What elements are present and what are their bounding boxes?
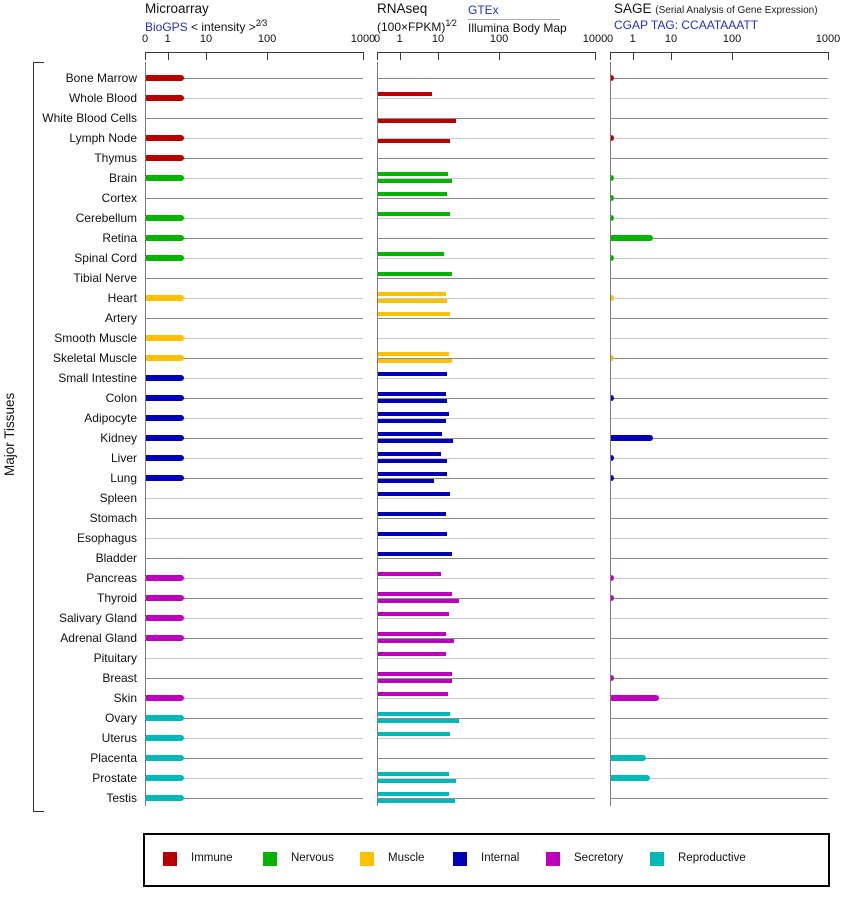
bar-illumina xyxy=(378,299,447,303)
axis-tick-label: 100 xyxy=(722,33,742,45)
axis-tick-label: 0 xyxy=(606,33,614,45)
bar-gtex xyxy=(378,292,446,296)
grid-line xyxy=(611,258,828,259)
panel-microarray xyxy=(141,0,376,806)
grid-line xyxy=(611,218,828,219)
grid-line xyxy=(146,558,363,559)
grid-line xyxy=(611,98,828,99)
bar-sage xyxy=(611,475,614,481)
legend-label: Internal xyxy=(481,852,520,864)
grid-line xyxy=(378,538,595,539)
axis-tick xyxy=(363,52,364,60)
bar-microarray xyxy=(146,335,184,341)
bar-illumina xyxy=(378,679,452,683)
grid-line xyxy=(611,458,828,459)
grid-line xyxy=(611,638,828,639)
grid-line xyxy=(611,738,828,739)
grid-line xyxy=(146,518,363,519)
tissue-label: Bladder xyxy=(95,551,137,565)
axis-tick-label: 10 xyxy=(199,33,213,45)
axis-tick xyxy=(438,52,439,60)
tissue-label: Spleen xyxy=(99,491,137,505)
grid-line xyxy=(611,78,828,79)
bar-microarray xyxy=(146,795,184,801)
bar-microarray xyxy=(146,575,184,581)
bar-microarray xyxy=(146,295,184,301)
bar-sage xyxy=(611,435,653,441)
axis-tick-label: 1 xyxy=(396,33,403,45)
grid-line xyxy=(146,498,363,499)
bar-microarray xyxy=(146,595,184,601)
grid-line xyxy=(146,658,363,659)
grid-line xyxy=(378,758,595,759)
bar-gtex xyxy=(378,612,449,616)
grid-line xyxy=(611,318,828,319)
legend-label: Nervous xyxy=(291,852,334,864)
bar-gtex xyxy=(378,212,450,216)
major-tissues-label: Major Tissues xyxy=(2,392,17,476)
grid-line xyxy=(611,418,828,419)
rnaseq-title: RNAseq xyxy=(377,1,428,16)
bar-microarray xyxy=(146,435,184,441)
tissue-label: Prostate xyxy=(92,771,137,785)
bar-gtex xyxy=(378,92,432,96)
bar-gtex xyxy=(378,792,449,796)
bar-gtex xyxy=(378,652,446,656)
bar-sage xyxy=(611,255,614,261)
tissues-bracket-top-cap xyxy=(33,62,44,63)
axis-tick-label: 1000 xyxy=(350,33,376,45)
bar-microarray xyxy=(146,95,184,101)
microarray-exponent: 2⁄3 xyxy=(255,18,268,28)
grid-line xyxy=(611,718,828,719)
bar-microarray xyxy=(146,695,184,701)
legend-label: Muscle xyxy=(388,852,425,864)
x-axis xyxy=(373,33,608,61)
panel-sage xyxy=(606,0,841,806)
bar-illumina xyxy=(378,599,459,603)
legend-swatch-secretory xyxy=(546,852,560,866)
axis-tick-label: 1 xyxy=(164,33,171,45)
axis-tick-label: 1 xyxy=(629,33,636,45)
bar-gtex xyxy=(378,472,447,476)
grid-line xyxy=(146,538,363,539)
illumina-label: Illumina Body Map xyxy=(468,21,567,35)
grid-line xyxy=(378,578,595,579)
grid-line xyxy=(146,198,363,199)
bar-gtex xyxy=(378,392,446,396)
tissue-label: Spinal Cord xyxy=(74,251,137,265)
tissue-label: Skeletal Muscle xyxy=(52,351,137,365)
panel-rnaseq xyxy=(373,0,608,806)
grid-line xyxy=(611,578,828,579)
bar-illumina xyxy=(378,139,450,143)
bar-gtex xyxy=(378,172,448,176)
bar-sage xyxy=(611,175,614,181)
grid-line xyxy=(378,198,595,199)
axis-tick-label: 10 xyxy=(664,33,678,45)
axis-tick xyxy=(610,52,611,60)
tissue-label: Skin xyxy=(113,691,137,705)
bar-microarray xyxy=(146,615,184,621)
bar-microarray xyxy=(146,735,184,741)
axis-tick-label: 1000 xyxy=(582,33,608,45)
bar-illumina xyxy=(378,119,456,123)
bar-microarray xyxy=(146,475,184,481)
grid-line xyxy=(378,658,595,659)
bar-illumina xyxy=(378,479,434,483)
bar-microarray xyxy=(146,415,184,421)
tissue-label: Smooth Muscle xyxy=(54,331,137,345)
bar-gtex xyxy=(378,532,447,536)
tissue-label: Placenta xyxy=(90,751,137,765)
sage-title: SAGE xyxy=(614,1,652,16)
tissue-label: Adrenal Gland xyxy=(60,631,137,645)
bar-sage xyxy=(611,75,614,81)
bar-gtex xyxy=(378,192,447,196)
grid-line xyxy=(611,598,828,599)
axis-tick xyxy=(671,52,672,60)
tissue-label: Small Intestine xyxy=(58,371,137,385)
tissue-label: Cortex xyxy=(101,191,137,205)
bar-sage xyxy=(611,395,614,401)
grid-line xyxy=(378,318,595,319)
bar-sage xyxy=(611,235,653,241)
axis-tick xyxy=(633,52,634,60)
bar-sage xyxy=(611,295,614,301)
bar-gtex xyxy=(378,352,449,356)
bar-microarray xyxy=(146,455,184,461)
bar-illumina xyxy=(378,639,454,643)
legend-swatch-immune xyxy=(163,852,177,866)
tissue-label: Artery xyxy=(104,311,137,325)
rnaseq-formula: (100×FPKM) xyxy=(377,20,446,34)
grid-line xyxy=(611,298,828,299)
grid-line xyxy=(146,318,363,319)
grid-line xyxy=(611,138,828,139)
bar-gtex xyxy=(378,732,450,736)
bar-illumina xyxy=(378,719,459,723)
grid-line xyxy=(146,678,363,679)
bar-gtex xyxy=(378,512,446,516)
axis-tick xyxy=(168,52,169,60)
tissue-label: Thymus xyxy=(94,151,137,165)
bar-sage xyxy=(611,575,614,581)
bar-microarray xyxy=(146,255,184,261)
tissue-label: Thyroid xyxy=(96,591,137,605)
grid-line xyxy=(611,398,828,399)
bar-sage xyxy=(611,195,614,201)
grid-line xyxy=(378,278,595,279)
grid-line xyxy=(611,678,828,679)
axis-line xyxy=(145,52,363,53)
tissue-label: Retina xyxy=(102,231,137,245)
x-axis xyxy=(606,33,841,61)
grid-line xyxy=(378,218,595,219)
grid-line xyxy=(611,558,828,559)
grid-line xyxy=(378,378,595,379)
legend-label: Immune xyxy=(191,852,233,864)
tissue-label: Pancreas xyxy=(86,571,137,585)
tissue-label: Salivary Gland xyxy=(58,611,137,625)
bar-illumina xyxy=(378,399,447,403)
bar-sage xyxy=(611,755,646,761)
grid-line xyxy=(378,158,595,159)
legend-swatch-reproductive xyxy=(650,852,664,866)
grid-line xyxy=(611,158,828,159)
tissue-label: Tibial Nerve xyxy=(73,271,137,285)
bar-microarray xyxy=(146,635,184,641)
bar-sage xyxy=(611,215,614,221)
grid-line xyxy=(611,618,828,619)
tissue-label: Esophagus xyxy=(76,531,137,545)
axis-tick-label: 1000 xyxy=(815,33,841,45)
grid-line xyxy=(378,698,595,699)
axis-tick xyxy=(499,52,500,60)
bar-gtex xyxy=(378,592,452,596)
tissue-label: Breast xyxy=(102,671,137,685)
tissue-label: Testis xyxy=(106,791,137,805)
tissue-label: Heart xyxy=(107,291,137,305)
bar-gtex xyxy=(378,312,450,316)
bar-microarray xyxy=(146,395,184,401)
grid-line xyxy=(378,498,595,499)
tissue-label: Lymph Node xyxy=(69,131,137,145)
gtex-link[interactable]: GTEx xyxy=(468,3,499,17)
bar-sage xyxy=(611,355,614,361)
bar-sage xyxy=(611,595,614,601)
bar-sage xyxy=(611,675,614,681)
bar-microarray xyxy=(146,175,184,181)
bar-microarray xyxy=(146,235,184,241)
tissue-label: Liver xyxy=(110,451,137,465)
bar-gtex xyxy=(378,712,450,716)
bar-gtex xyxy=(378,492,450,496)
tissue-label: Adipocyte xyxy=(84,411,137,425)
cgap-link[interactable]: CGAP xyxy=(614,18,648,32)
axis-tick xyxy=(377,52,378,60)
bar-gtex xyxy=(378,252,444,256)
bar-gtex xyxy=(378,572,441,576)
bar-microarray xyxy=(146,355,184,361)
bar-illumina xyxy=(378,459,447,463)
tissue-label: Colon xyxy=(105,391,137,405)
axis-tick xyxy=(145,52,146,60)
grid-line xyxy=(611,378,828,379)
tissue-label: Stomach xyxy=(89,511,137,525)
axis-tick-label: 100 xyxy=(489,33,509,45)
bar-gtex xyxy=(378,412,449,416)
legend xyxy=(143,833,830,887)
axis-tick-label: 0 xyxy=(141,33,149,45)
bar-microarray xyxy=(146,715,184,721)
grid-line xyxy=(378,338,595,339)
bar-gtex xyxy=(378,772,449,776)
tissue-label: Brain xyxy=(108,171,137,185)
legend-swatch-muscle xyxy=(360,852,374,866)
grid-line xyxy=(378,238,595,239)
bar-microarray xyxy=(146,375,184,381)
grid-line xyxy=(611,178,828,179)
bar-gtex xyxy=(378,452,441,456)
bar-gtex xyxy=(378,672,452,676)
grid-line xyxy=(611,278,828,279)
legend-label: Secretory xyxy=(574,852,624,864)
tissue-label: Uterus xyxy=(101,731,137,745)
grid-line xyxy=(146,278,363,279)
x-axis xyxy=(141,33,376,61)
axis-tick xyxy=(267,52,268,60)
tissues-bracket-bottom-cap xyxy=(33,811,44,812)
bar-illumina xyxy=(378,779,456,783)
bar-microarray xyxy=(146,155,184,161)
tissue-label: White Blood Cells xyxy=(42,111,137,125)
tissue-label: Lung xyxy=(110,471,137,485)
tissue-label: Kidney xyxy=(100,431,137,445)
bar-gtex xyxy=(378,272,452,276)
grid-line xyxy=(611,538,828,539)
grid-line xyxy=(611,518,828,519)
grid-line xyxy=(611,478,828,479)
microarray-subtitle: < intensity > xyxy=(191,20,256,34)
bar-gtex xyxy=(378,632,446,636)
bar-sage xyxy=(611,135,614,141)
legend-swatch-nervous xyxy=(263,852,277,866)
axis-tick xyxy=(206,52,207,60)
bar-illumina xyxy=(378,419,446,423)
tissue-label: Ovary xyxy=(104,711,137,725)
tissue-label: Bone Marrow xyxy=(65,71,137,85)
bar-gtex xyxy=(378,372,447,376)
axis-tick xyxy=(595,52,596,60)
grid-line xyxy=(378,738,595,739)
axis-tick xyxy=(828,52,829,60)
grid-line xyxy=(611,498,828,499)
grid-line xyxy=(378,558,595,559)
bar-gtex xyxy=(378,552,452,556)
bar-illumina xyxy=(378,799,455,803)
grid-line xyxy=(611,338,828,339)
grid-line xyxy=(611,118,828,119)
rnaseq-exponent: 1⁄2 xyxy=(445,18,457,28)
bar-gtex xyxy=(378,432,442,436)
bar-gtex xyxy=(378,692,448,696)
grid-line xyxy=(378,518,595,519)
grid-line xyxy=(611,358,828,359)
axis-tick-label: 10 xyxy=(431,33,445,45)
bar-sage xyxy=(611,695,659,701)
axis-tick-label: 0 xyxy=(373,33,381,45)
axis-line xyxy=(610,52,828,53)
bar-microarray xyxy=(146,135,184,141)
microarray-title: Microarray xyxy=(145,1,209,16)
tissue-label: Pituitary xyxy=(93,651,137,665)
grid-line xyxy=(611,798,828,799)
grid-line xyxy=(611,198,828,199)
grid-line xyxy=(146,118,363,119)
bar-microarray xyxy=(146,775,184,781)
grid-line xyxy=(611,658,828,659)
tissue-label: Cerebellum xyxy=(75,211,137,225)
sage-subtitle: (Serial Analysis of Gene Expression) xyxy=(655,5,818,16)
bar-microarray xyxy=(146,215,184,221)
bar-microarray xyxy=(146,755,184,761)
biogps-link[interactable]: BioGPS xyxy=(145,20,188,34)
axis-tick xyxy=(732,52,733,60)
grid-line xyxy=(378,618,595,619)
bar-illumina xyxy=(378,179,452,183)
sage-tag: TAG: CCAATAAATT xyxy=(650,18,759,32)
bar-microarray xyxy=(146,75,184,81)
grid-line xyxy=(378,78,595,79)
legend-swatch-internal xyxy=(453,852,467,866)
bar-illumina xyxy=(378,439,453,443)
bar-illumina xyxy=(378,359,452,363)
axis-tick xyxy=(400,52,401,60)
legend-label: Reproductive xyxy=(678,852,746,864)
axis-line xyxy=(377,52,595,53)
grid-line xyxy=(378,258,595,259)
tissue-label: Whole Blood xyxy=(68,91,137,105)
axis-tick-label: 100 xyxy=(257,33,277,45)
bar-sage xyxy=(611,775,650,781)
bar-sage xyxy=(611,455,614,461)
grid-line xyxy=(378,98,595,99)
